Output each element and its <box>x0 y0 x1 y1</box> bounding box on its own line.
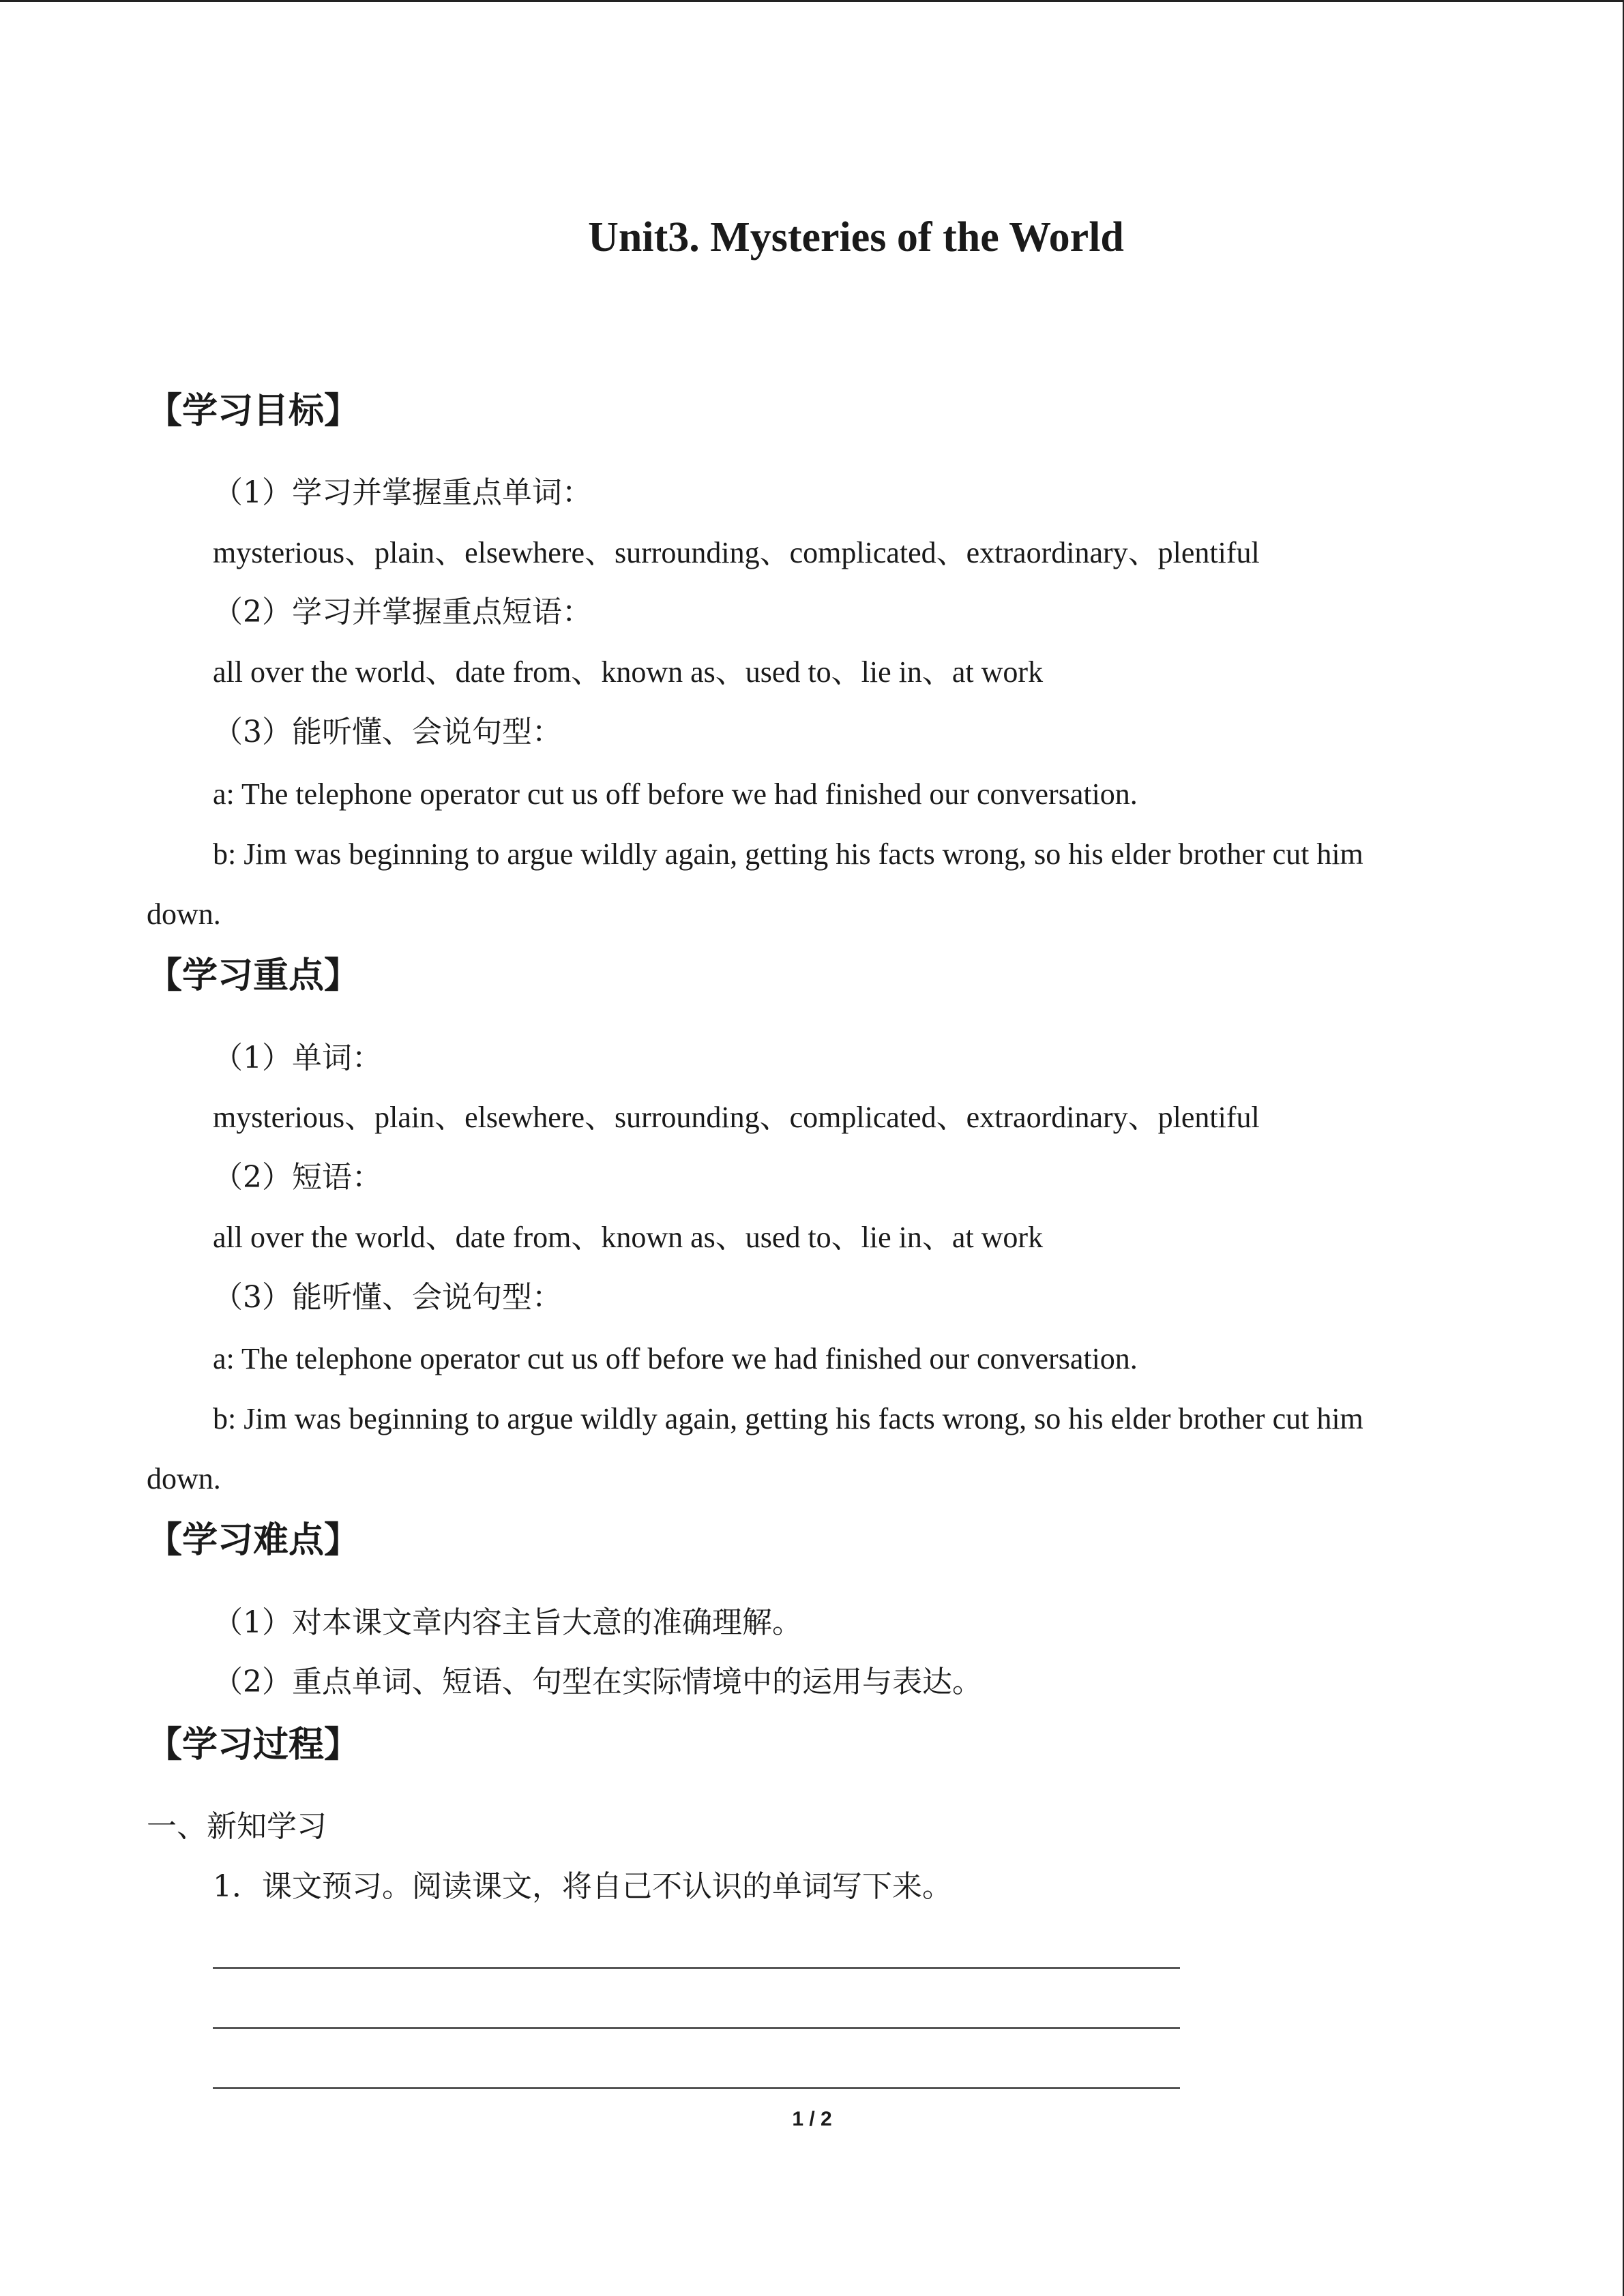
heading-objectives: 【学习目标】 <box>147 391 360 432</box>
difficulties-item1: （1）对本课文章内容主旨大意的准确理解。 <box>213 1605 802 1640</box>
answer-blank-line[interactable] <box>213 2027 1180 2029</box>
page-number: 1 / 2 <box>792 2108 832 2130</box>
keypoints-sentence-a: a: The telephone operator cut us off before we had finished our conversation. <box>213 1342 1138 1375</box>
heading-key-points: 【学习重点】 <box>147 955 360 996</box>
heading-process: 【学习过程】 <box>147 1725 360 1765</box>
objectives-sentence-a: a: The telephone operator cut us off before we had finished our conversation. <box>213 777 1138 811</box>
keypoints-item1-label: （1）单词： <box>213 1041 382 1075</box>
keypoints-item2-label: （2）短语： <box>213 1160 382 1195</box>
objectives-sentence-b-line2: down. <box>147 897 221 931</box>
process-part1-title: 一、新知学习 <box>147 1809 327 1844</box>
objectives-item2-label: （2）学习并掌握重点短语： <box>213 595 592 629</box>
difficulties-item2: （2）重点单词、短语、句型在实际情境中的运用与表达。 <box>213 1665 982 1699</box>
keypoints-item2-phrases: all over the world、date from、known as、used to、lie in、at work <box>213 1221 1044 1254</box>
keypoints-sentence-b-line2: down. <box>147 1462 221 1495</box>
objectives-item3-label: （3）能听懂、会说句型： <box>213 715 562 749</box>
heading-difficulties: 【学习难点】 <box>147 1520 360 1561</box>
process-task1: 1．课文预习。阅读课文，将自己不认识的单词写下来。 <box>213 1869 952 1904</box>
objectives-item1-words: mysterious、plain、elsewhere、surrounding、complicated、extraordinary、plentiful <box>213 536 1260 569</box>
keypoints-item1-words: mysterious、plain、elsewhere、surrounding、complicated、extraordinary、plentiful <box>213 1101 1260 1134</box>
answer-blank-line[interactable] <box>213 1967 1180 1969</box>
keypoints-item3-label: （3）能听懂、会说句型： <box>213 1280 562 1315</box>
answer-blank-line[interactable] <box>213 2087 1180 2089</box>
objectives-sentence-b-line1: b: Jim was beginning to argue wildly again, getting his facts wrong, so his elder brother cut him <box>213 837 1363 871</box>
objectives-item2-phrases: all over the world、date from、known as、used to、lie in、at work <box>213 655 1044 689</box>
keypoints-sentence-b-line1: b: Jim was beginning to argue wildly again, getting his facts wrong, so his elder brother cut him <box>213 1402 1363 1435</box>
document-title: Unit3. Mysteries of the World <box>588 214 1124 260</box>
objectives-item1-label: （1）学习并掌握重点单词： <box>213 475 592 510</box>
